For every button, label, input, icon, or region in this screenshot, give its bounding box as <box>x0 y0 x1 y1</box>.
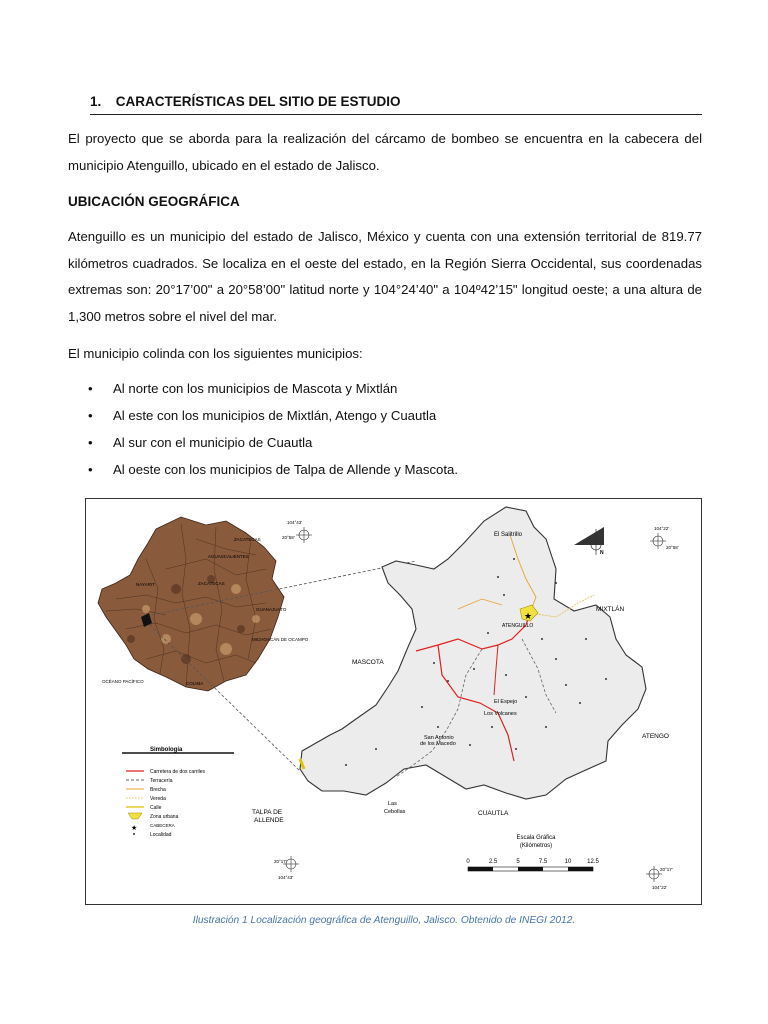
coord-top-lat: 20°58' <box>282 535 295 540</box>
coord-top-lon: 104°43' <box>287 520 303 525</box>
scale-tick: 10 <box>564 859 572 865</box>
place-cebollas-2: Cebollas <box>384 809 406 815</box>
inset-label-guanajuato: GUANAJUATO <box>256 607 287 612</box>
inset-label-colima: COLIMA <box>186 681 204 686</box>
list-item <box>68 459 458 486</box>
north-label: N <box>600 550 604 556</box>
place-talpa-2: ALLENDE <box>254 817 284 824</box>
figure-caption: Ilustración 1 Localización geográfica de Atenguillo, Jalisco. Obtenido de INEGI 2012. <box>192 915 576 926</box>
place-mascota: MASCOTA <box>352 659 384 666</box>
north-arrow-icon <box>574 527 604 556</box>
legend-label: Zona urbana <box>150 814 179 820</box>
place-talpa: TALPA DE <box>252 809 283 816</box>
scale-tick: 5 <box>516 859 520 865</box>
scale-title: Escala Gráfica <box>516 835 556 841</box>
location-map-figure <box>85 498 702 905</box>
bullet-icon: • <box>88 462 93 477</box>
inset-label-michoacan: MICHOACÁN DE OCAMPO <box>252 637 309 642</box>
legend-label: Calle <box>150 805 162 811</box>
legend <box>122 747 234 838</box>
list-item <box>68 432 458 459</box>
legend-title: Simbología <box>150 747 183 753</box>
legend-label: Brecha <box>150 787 166 793</box>
scale-tick: 0 <box>466 859 470 865</box>
list-item-text: Al norte con los municipios de Mascota y Mixtlán <box>113 381 398 396</box>
place-cebollas: Las <box>388 801 397 807</box>
legend-swatch <box>128 813 142 819</box>
legend-label: Carretera de dos carriles <box>150 769 206 775</box>
list-item <box>68 378 458 405</box>
coord-bl-lon: 104°43' <box>278 875 294 880</box>
place-san-antonio: San Antonio <box>424 735 454 741</box>
inset-label-zacatecas-north: ZACATECAS <box>234 537 261 542</box>
bullet-icon: • <box>88 408 93 423</box>
list-item <box>68 405 458 432</box>
inset-label-oceano: OCÉANO PACÍFICO <box>102 679 144 684</box>
scale-tick: 12.5 <box>587 859 599 865</box>
place-san-antonio-2: de los Macedo <box>420 741 456 747</box>
scale-tick: 7.5 <box>538 859 548 865</box>
place-espejo: El Espejo <box>494 699 518 705</box>
inset-label-aguascalientes: AGUASCALIENTES <box>208 554 249 559</box>
location-paragraph: Atenguillo es un municipio del estado de Jalisco, México y cuenta con una extensión territorial de 819.77 kilómetros cuadrados. Se localiza en el oeste del estado, en la Región Sierra Occidental, sus coordenadas extremas son: 20°17’00" a 20°58’00" latitud norte y 104°24’40" a 104º42’15" longitud oeste; a una altura de 1,300 metros sobre el nivel del mar. <box>68 229 702 324</box>
star-icon: ★ <box>131 825 138 832</box>
coord-tr-lon: 104°22' <box>654 526 670 531</box>
section-title: CARACTERÍSTICAS DEL SITIO DE ESTUDIO <box>115 94 401 109</box>
scale-bar <box>466 835 599 871</box>
place-cuautla: CUAUTLA <box>478 810 509 817</box>
legend-label: Vereda <box>150 796 166 802</box>
dot-icon <box>133 833 135 835</box>
atenguillo-municipality <box>252 507 669 824</box>
coord-br-lat: 20°17' <box>660 867 673 872</box>
bullet-icon: • <box>88 381 93 396</box>
location-map <box>86 499 701 904</box>
list-item-text: Al sur con el municipio de Cuautla <box>113 435 313 450</box>
borders-list <box>68 378 458 486</box>
scale-tick: 2.5 <box>488 859 498 865</box>
section-number: 1. <box>90 94 102 109</box>
inset-label-nayarit: NAYARIT <box>136 582 155 587</box>
bullet-icon: • <box>88 435 93 450</box>
list-item-text: Al oeste con los municipios de Talpa de Allende y Mascota. <box>113 462 459 477</box>
list-item-text: Al este con los municipios de Mixtlán, Atengo y Cuautla <box>113 408 437 423</box>
place-volcanes: Los Volcanes <box>484 711 517 717</box>
coord-tr-lat: 20°58' <box>666 545 679 550</box>
scale-unit: (Kilómetros) <box>519 843 553 849</box>
legend-label: Terracería <box>150 778 173 784</box>
place-mixtlan: MIXTLÁN <box>596 606 625 613</box>
section-heading <box>90 94 702 115</box>
legend-label: Localidad <box>150 832 172 838</box>
place-salitrillo: El Salitrillo <box>494 532 523 538</box>
borders-intro: El municipio colinda con los siguientes municipios: <box>68 346 363 361</box>
place-atenguillo: ATENGUILLO <box>502 623 534 629</box>
coord-br-lon: 104°22' <box>652 885 668 890</box>
legend-label: CABECERA <box>150 823 175 828</box>
subsection-title: UBICACIÓN GEOGRÁFICA <box>68 194 240 209</box>
cabecera-star-icon: ★ <box>524 611 533 621</box>
place-atengo: ATENGO <box>642 733 669 740</box>
inset-label-zacatecas: ZACATECAS <box>198 581 225 586</box>
coord-bl-lat: 20°17' <box>274 859 287 864</box>
intro-paragraph: El proyecto que se aborda para la realización del cárcamo de bombeo se encuentra en la cabecera del municipio Atenguillo, ubicado en el estado de Jalisco. <box>68 131 702 173</box>
